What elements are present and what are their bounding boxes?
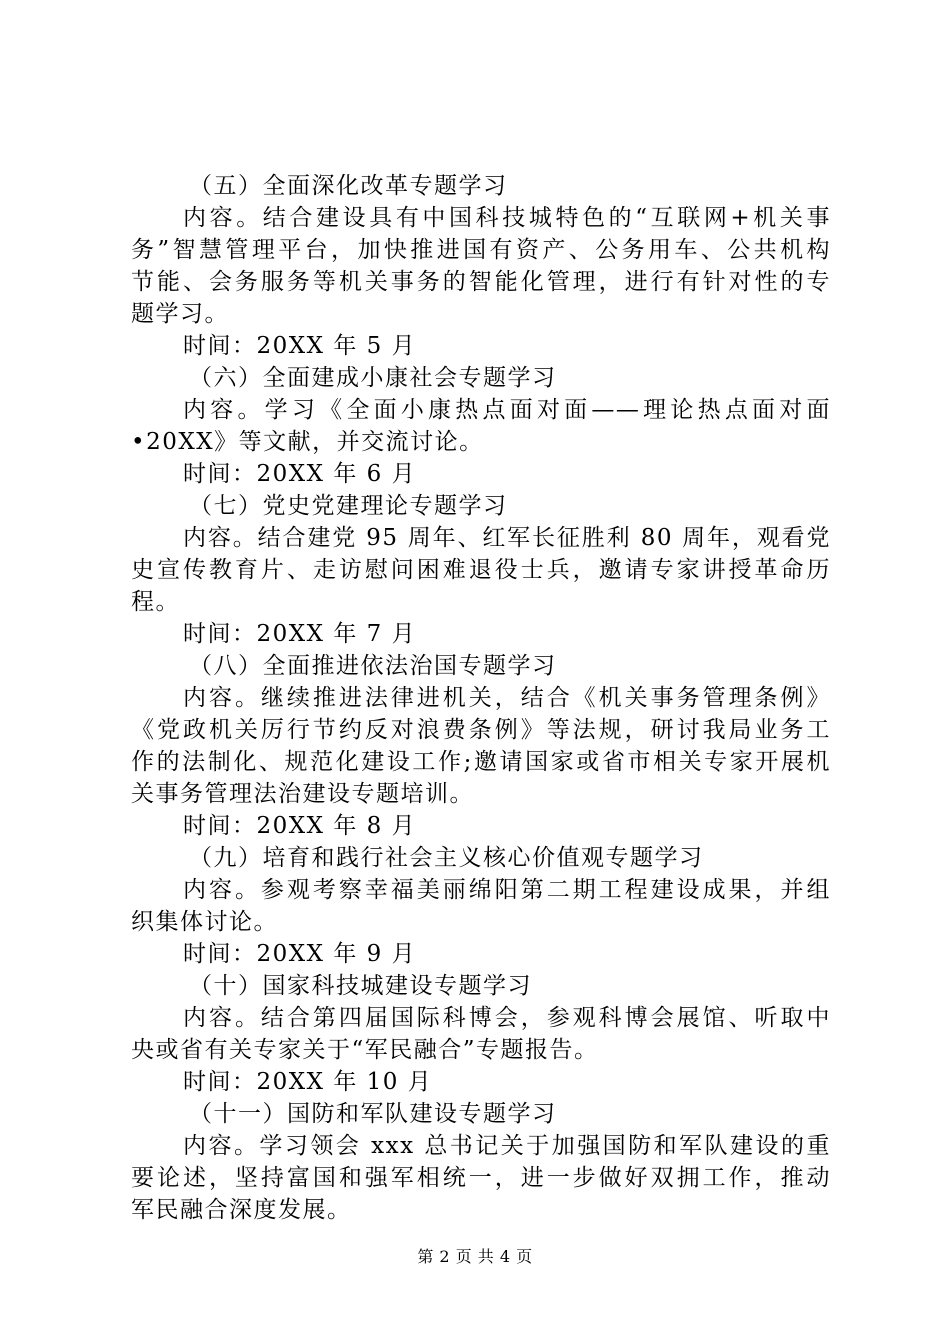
content-line: 作的法制化、规范化建设工作;邀请国家或省市相关专家开展机 [131, 749, 831, 775]
section-time: 时间：20XX 年 6 月 [183, 461, 417, 487]
content-line: 节能、会务服务等机关事务的智能化管理，进行有针对性的专 [131, 269, 831, 295]
section [131, 1098, 831, 1226]
section [131, 170, 831, 362]
section-time: 时间：20XX 年 8 月 [183, 813, 417, 839]
content-line: 军民融合深度发展。 [131, 1197, 352, 1223]
page-footer: 第 2 页 共 4 页 [417, 1247, 533, 1266]
content-line: 内容。结合建党 95 周年、红军长征胜利 80 周年，观看党 [183, 525, 831, 551]
content-line: 《党政机关厉行节约反对浪费条例》等法规，研讨我局业务工 [131, 717, 831, 743]
content-line: 史宣传教育片、走访慰问困难退役士兵，邀请专家讲授革命历 [131, 557, 831, 583]
section [131, 650, 831, 842]
section [131, 362, 831, 490]
content-line: 关事务管理法治建设专题培训。 [131, 781, 474, 807]
content-line: 内容。学习领会 xxx 总书记关于加强国防和军队建设的重 [183, 1133, 831, 1159]
content-line: 内容。继续推进法律进机关，结合《机关事务管理条例》 [183, 685, 831, 711]
section-heading: （十）国家科技城建设专题学习 [189, 973, 532, 999]
document-body [131, 170, 831, 1226]
content-line: 题学习。 [131, 301, 229, 327]
content-line: •20XX》等文献，并交流讨论。 [131, 429, 484, 455]
content-line: 央或省有关专家关于“军民融合”专题报告。 [131, 1037, 599, 1063]
section-heading: （十一）国防和军队建设专题学习 [189, 1101, 557, 1127]
content-line: 织集体讨论。 [131, 909, 278, 935]
section-heading: （八）全面推进依法治国专题学习 [189, 653, 557, 679]
content-line: 内容。结合第四届国际科博会，参观科博会展馆、听取中 [183, 1005, 831, 1031]
section-heading: （七）党史党建理论专题学习 [189, 493, 508, 519]
section-time: 时间：20XX 年 5 月 [183, 333, 417, 359]
section [131, 970, 831, 1098]
section [131, 490, 831, 650]
content-line: 要论述，坚持富国和强军相统一，进一步做好双拥工作，推动 [131, 1165, 831, 1191]
section-time: 时间：20XX 年 9 月 [183, 941, 417, 967]
content-line: 内容。学习《全面小康热点面对面——理论热点面对面 [183, 397, 831, 423]
content-line: 程。 [131, 589, 180, 615]
content-line: 务”智慧管理平台，加快推进国有资产、公务用车、公共机构 [131, 237, 831, 263]
content-line: 内容。结合建设具有中国科技城特色的“互联网+机关事 [183, 205, 831, 231]
section-heading: （五）全面深化改革专题学习 [189, 173, 508, 199]
content-line: 内容。参观考察幸福美丽绵阳第二期工程建设成果，并组 [183, 877, 831, 903]
section-time: 时间：20XX 年 10 月 [183, 1069, 433, 1095]
section [131, 842, 831, 970]
section-heading: （九）培育和践行社会主义核心价值观专题学习 [189, 845, 704, 871]
section-heading: （六）全面建成小康社会专题学习 [189, 365, 557, 391]
section-time: 时间：20XX 年 7 月 [183, 621, 417, 647]
